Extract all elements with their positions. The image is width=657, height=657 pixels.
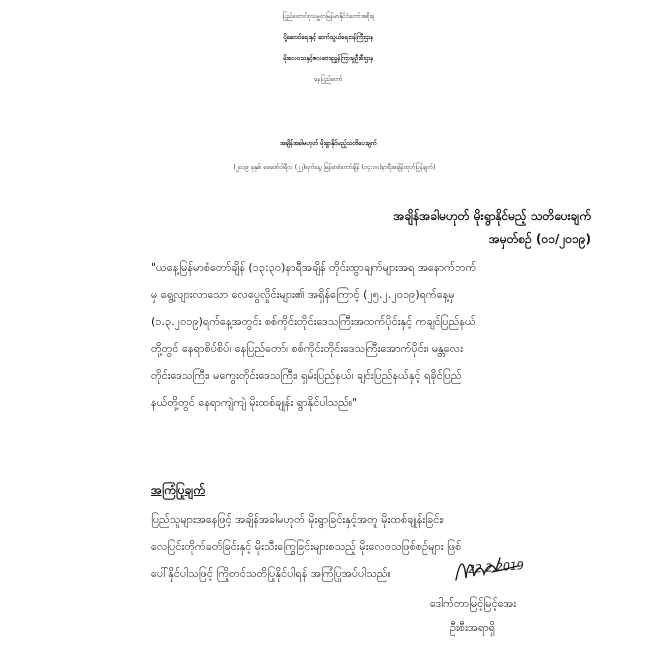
body-line: နယ်တို့တွင် နေရာကျဲကျဲ မိုးထစ်ချုန်း ရွာနိုင်ပါသည်။" — [151, 396, 358, 409]
header-government: ပြည်ထောင်စုသမ္မတမြန်မာနိုင်ငံတော်အစိုးရ — [282, 13, 375, 20]
signatory-name: ဒေါက်တာမြင့်မြင့်အေး — [430, 597, 517, 610]
signatory-role: ဦးစီးအရာရှိ — [450, 621, 496, 634]
body-line: (၁.၃.၂၀၁၉)ရက်နေ့အတွင်း စစ်ကိုင်းတိုင်းဒေသကြီးအထက်ပိုင်းနှင့် ကချင်ပြည်နယ် — [151, 315, 476, 328]
document-subtitle: (၂၀၁၉ ခုနှစ်၊ ဖေဖော်ဝါရီလ (၂၂)ရက်နေ့၊ မြန်မာစံတော်ချိန် (၁၄:၀၀)နာရီအချိန်ထုတ်ပြန်ချက်) — [233, 164, 436, 171]
advice-line: ပြည်သူများအနေဖြင့် အချိန်အခါမဟုတ် မိုးရွာခြင်းနှင့်အတူ မိုးထစ်ချုန်းခြင်း၊ — [151, 513, 444, 526]
header-ministry: ပို့ဆောင်ရေးနှင့် ဆက်သွယ်ရေးဝန်ကြီးဌာန — [283, 34, 374, 41]
notice-number: အမှတ်စဉ် (၀၁/၂၀၁၉) — [488, 232, 591, 246]
header-location: နေပြည်တော် — [314, 76, 343, 83]
advice-line: ပေါ်နိုင်ပါသဖြင့် ကြိုတင်သတိပြုနိုင်ပါရန် အကြံပြုအပ်ပါသည်။ — [151, 567, 391, 580]
signature-date: 22.2.2019 — [467, 559, 525, 576]
body-line: တို့တွင် နေရာစိပ်စိပ်၊ နေပြည်တော်၊ စစ်ကိုင်းတိုင်းဒေသကြီးအောက်ပိုင်း၊ မန္တလေး — [151, 342, 463, 355]
advice-label: အကြံပြုချက် — [151, 483, 206, 497]
document-title: အချိန်အခါမဟုတ် မိုးရွာနိုင်မည့်သတိပေးချက် — [280, 140, 377, 147]
advice-line: လေပြင်းတိုက်ခတ်ခြင်းနှင့် မိုးသီးကြွေခြင်းများစသည့် မိုးလေဝသဖြစ်စဉ်များ ဖြစ် — [151, 540, 462, 553]
body-line: တိုင်းဒေသကြီး၊ မကွေးတိုင်းဒေသကြီး၊ ရှမ်းပြည်နယ်၊ ချင်းပြည်နယ်နှင့် ရခိုင်ပြည် — [151, 369, 462, 382]
header-department: မိုးလေဝသနှင့်ဇလဗေဒညွှန်ကြားမှုဦးစီးဌာန — [283, 55, 374, 62]
body-line: "ယနေ့မြန်မာစံတော်ချိန် (၁၃:၃၀)နာရီအချိန် တိုင်းထွာချက်များအရ အနောက်ဘက် — [151, 261, 477, 274]
notice-heading: အချိန်အခါမဟုတ် မိုးရွာနိုင်မည့် သတိပေးချက် — [393, 209, 591, 223]
body-line: မှ ရွေ့လျားလာသော လေပွေလှိုင်းများ၏ အရှိန်ကြောင့် (၂၅.၂.၂၀၁၉)ရက်နေ့မှ — [151, 288, 455, 301]
